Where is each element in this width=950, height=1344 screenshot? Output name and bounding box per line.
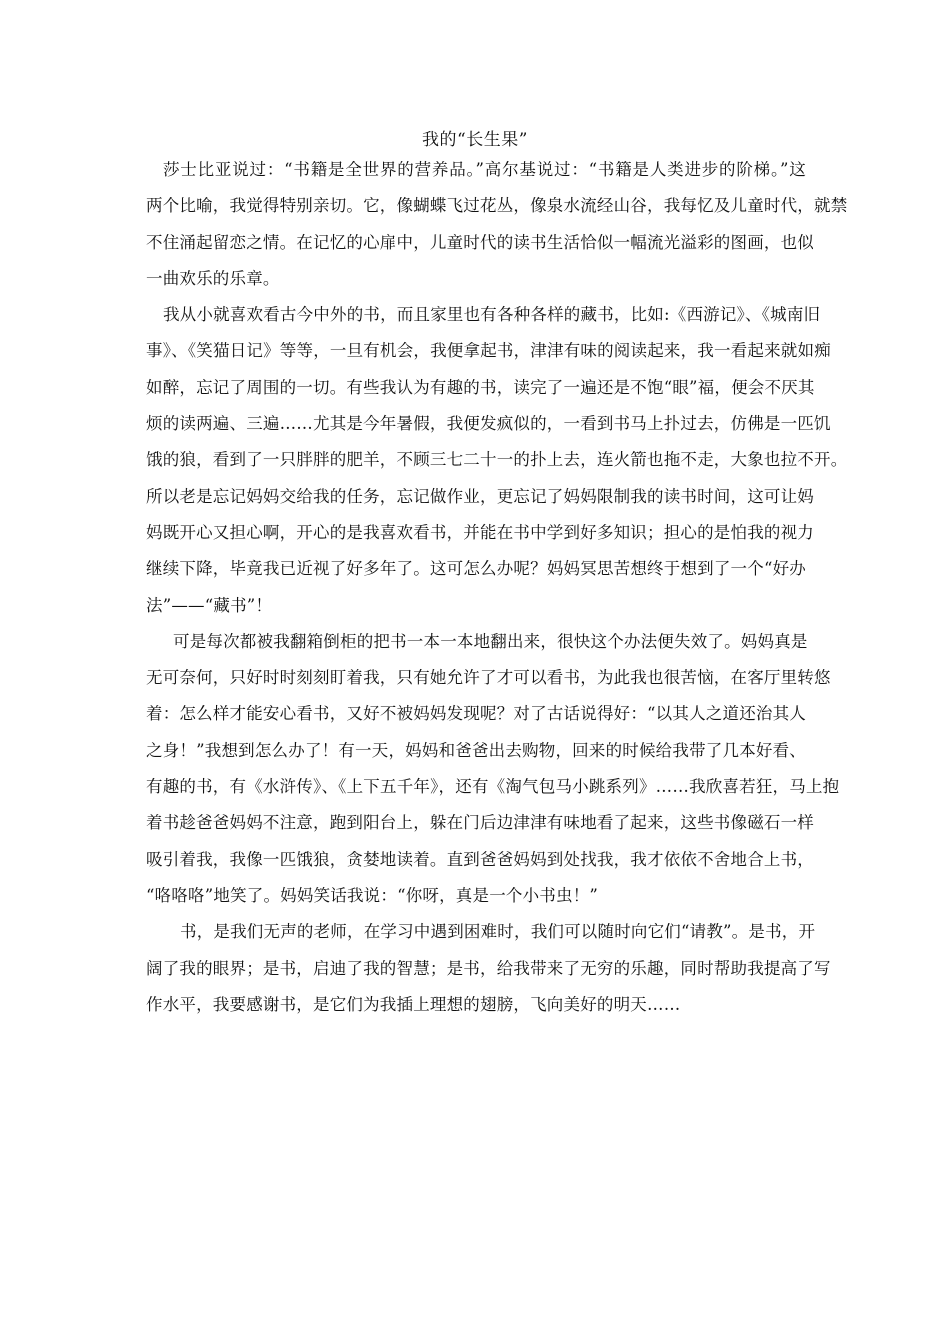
text-line: 饿的狼，看到了一只胖胖的肥羊，不顾三七二十一的扑上去，连火箭也拖不走，大象也拉不开。 [146, 450, 848, 470]
text-line: 继续下降，毕竟我已近视了好多年了。这可怎么办呢？妈妈冥思苦想终于想到了一个“好办 [146, 559, 806, 579]
text-line: 我从小就喜欢看古今中外的书，而且家里也有各种各样的藏书，比如:《西游记》、《城南旧 [163, 305, 821, 325]
paragraph-3 [146, 627, 840, 917]
text-line: 妈既开心又担心啊，开心的是我喜欢看书，并能在书中学到好多知识；担心的是怕我的视力 [146, 522, 814, 542]
text-line: 莎士比亚说过：“书籍是全世界的营养品。”高尔基说过：“书籍是人类进步的阶梯。”这 [163, 160, 806, 179]
text-line: 不住涌起留恋之情。在记忆的心扉中，儿童时代的读书生活恰似一幅流光溢彩的图画，也似 [146, 232, 814, 252]
text-line: “咯咯咯”地笑了。妈妈笑话我说：“你呀，真是一个小书虫！” [146, 885, 599, 905]
text-line: 阔了我的眼界；是书，启迪了我的智慧；是书，给我带来了无穷的乐趣，同时帮助我提高了写 [146, 958, 831, 978]
text-line: 着书趁爸爸妈妈不注意，跑到阳台上，躲在门后边津津有味地看了起来，这些书像磁石一样 [146, 813, 814, 833]
text-line: 有趣的书，有《水浒传》、《上下五千年》，还有《淘气包马小跳系列》……我欣喜若狂，马上抱 [146, 777, 840, 797]
text-line: 着：怎么样才能安心看书，又好不被妈妈发现呢？对了古话说得好：“以其人之道还治其人 [146, 704, 806, 724]
text-line: 作水平，我要感谢书，是它们为我插上理想的翅膀，飞向美好的明天…… [146, 994, 681, 1014]
text-line: 事》、《笑猫日记》等等，一旦有机会，我便拿起书，津津有味的阅读起来，我一看起来就如痴 [146, 341, 831, 361]
text-line: 法”——“藏书”！ [146, 595, 273, 615]
text-line: 之身！”我想到怎么办了！有一天，妈妈和爸爸出去购物，回来的时候给我带了几本好看、 [146, 740, 806, 760]
paragraph-4 [146, 917, 831, 1026]
essay-title: 我的“长生果” [422, 130, 528, 150]
text-line: 无可奈何，只好时时刻刻盯着我，只有她允许了才可以看书，为此我也很苦恼，在客厅里转悠 [146, 668, 831, 688]
text-line: 烦的读两遍、三遍……尤其是今年暑假，我便发疯似的，一看到书马上扑过去，仿佛是一匹饥 [146, 414, 831, 434]
text-line: 一曲欢乐的乐章。 [146, 268, 280, 288]
text-line: 所以老是忘记妈妈交给我的任务，忘记做作业，更忘记了妈妈限制我的读书时间，这可让妈 [146, 486, 814, 506]
text-line: 吸引着我，我像一匹饿狼，贪婪地读着。直到爸爸妈妈到处找我，我才依依不舍地合上书， [146, 849, 814, 869]
text-line: 两个比喻，我觉得特别亲切。它，像蝴蝶飞过花丛，像泉水流经山谷，我每忆及儿童时代，就禁 [146, 196, 848, 216]
text-line: 如醉，忘记了周围的一切。有些我认为有趣的书，读完了一遍还是不饱“眼”福，便会不厌其 [146, 377, 815, 397]
text-line: 书，是我们无声的老师，在学习中遇到困难时，我们可以随时向它们“请教”。是书，开 [180, 922, 816, 942]
paragraph-2 [146, 300, 848, 627]
paragraph-1 [146, 155, 848, 300]
text-line: 可是每次都被我翻箱倒柜的把书一本一本地翻出来，很快这个办法便失效了。妈妈真是 [173, 631, 808, 651]
essay-body [146, 155, 848, 1026]
